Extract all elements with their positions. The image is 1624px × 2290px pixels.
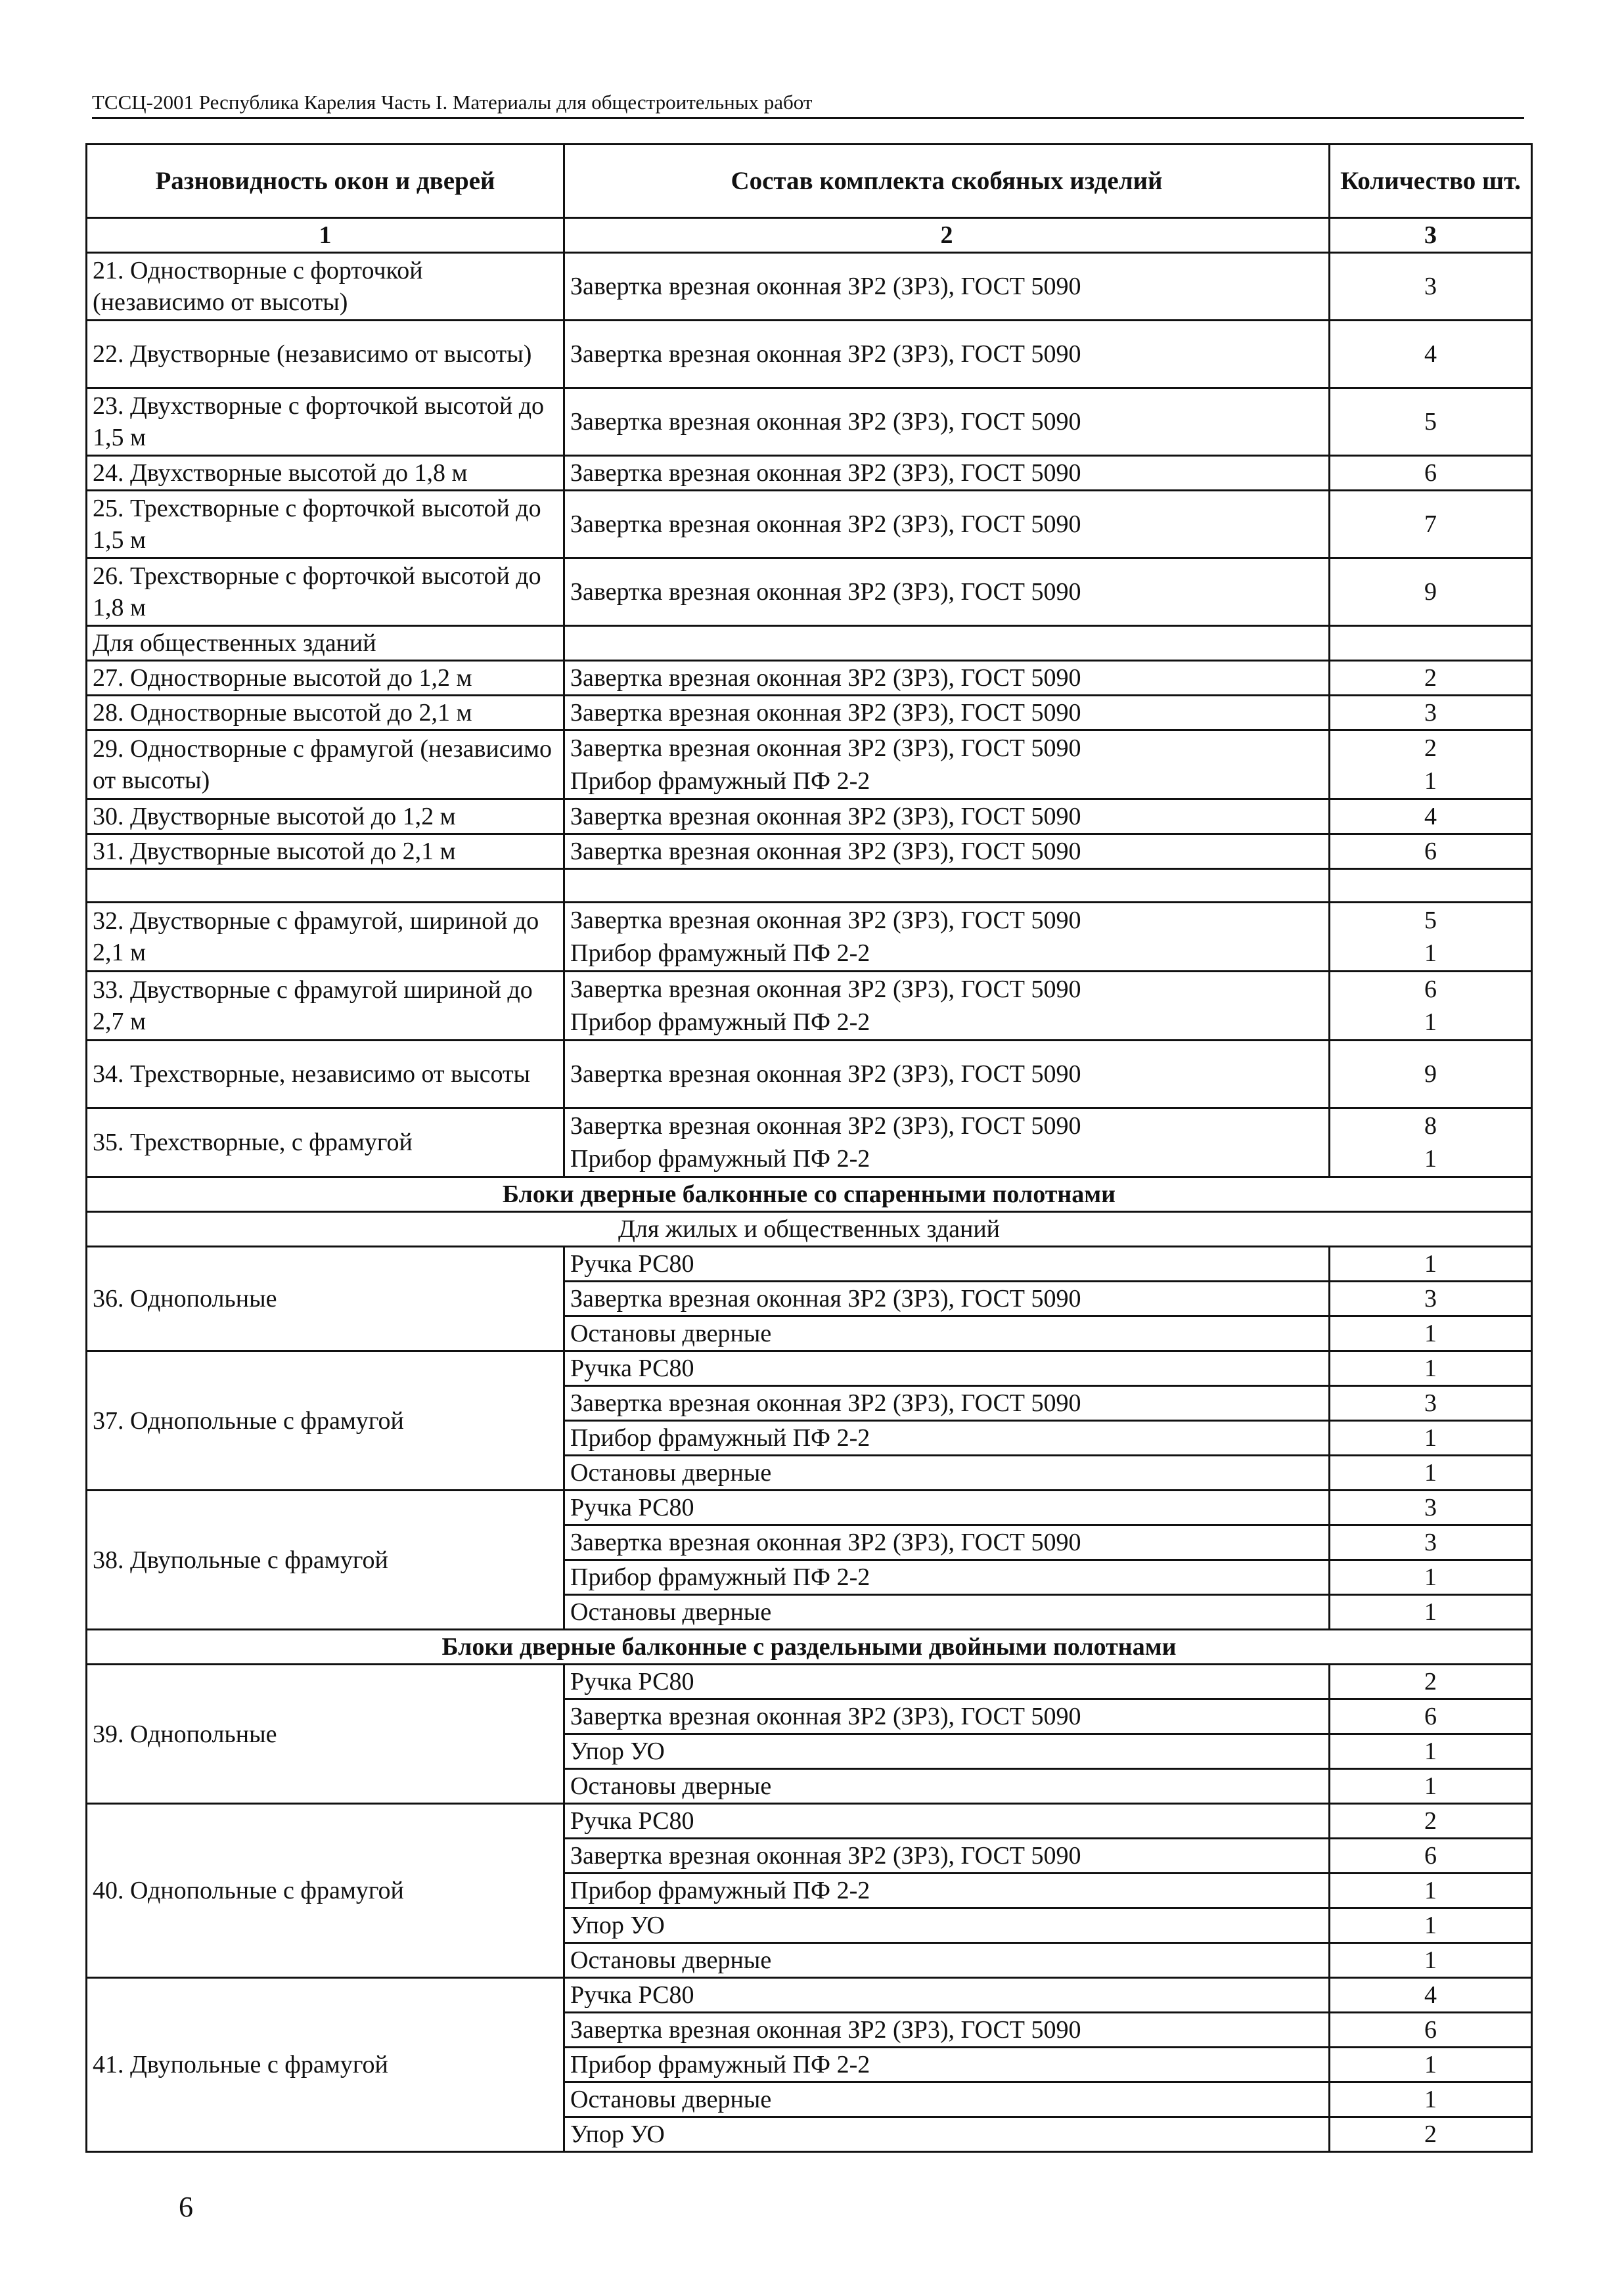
hardware-item: Завертка врезная оконная ЗР2 (ЗР3), ГОСТ 5090 bbox=[570, 1112, 1081, 1140]
subsection-title: Для жилых и общественных зданий bbox=[87, 1212, 1532, 1247]
window-type: 35. Трехстворные, с фрамугой bbox=[87, 1108, 564, 1177]
empty-cell bbox=[87, 869, 564, 903]
quantity-value: 6 bbox=[1330, 2013, 1532, 2048]
quantity-value: 1 bbox=[1330, 1560, 1532, 1595]
quantity bbox=[1330, 1108, 1532, 1177]
hardware-item: Ручка РС80 bbox=[564, 1247, 1330, 1282]
hardware-item: Завертка врезная оконная ЗР2 (ЗР3), ГОСТ 5090 bbox=[570, 976, 1081, 1003]
hardware-item: Упор УО bbox=[564, 1734, 1330, 1769]
quantity-value: 1 bbox=[1424, 939, 1437, 967]
hardware-item: Завертка врезная оконная ЗР2 (ЗР3), ГОСТ 5090 bbox=[570, 907, 1081, 934]
hardware-set bbox=[564, 903, 1330, 972]
quantity-value: 3 bbox=[1330, 1386, 1532, 1421]
window-type: 31. Двустворные высотой до 2,1 м bbox=[87, 834, 564, 869]
hardware-item: Ручка РС80 bbox=[564, 1351, 1330, 1386]
quantity-value: 1 bbox=[1330, 1247, 1532, 1282]
quantity-value: 5 bbox=[1330, 388, 1532, 456]
window-type: 25. Трехстворные с форточкой высотой до 1,5 м bbox=[87, 491, 564, 558]
table-row bbox=[87, 1351, 1532, 1386]
group-label: Для общественных зданий bbox=[87, 626, 564, 661]
hardware-item: Остановы дверные bbox=[564, 1595, 1330, 1630]
hardware-item: Завертка врезная оконная ЗР2 (ЗР3), ГОСТ 5090 bbox=[564, 1041, 1330, 1108]
quantity-value: 1 bbox=[1330, 1943, 1532, 1978]
door-type: 36. Однопольные bbox=[87, 1247, 564, 1351]
hardware-item: Упор УО bbox=[564, 2117, 1330, 2152]
hardware-item: Завертка врезная оконная ЗР2 (ЗР3), ГОСТ 5090 bbox=[564, 321, 1330, 388]
hardware-item: Прибор фрамужный ПФ 2-2 bbox=[564, 1874, 1330, 1908]
table-row bbox=[87, 799, 1532, 834]
hardware-item: Остановы дверные bbox=[564, 1316, 1330, 1351]
hardware-item: Завертка врезная оконная ЗР2 (ЗР3), ГОСТ 5090 bbox=[564, 661, 1330, 696]
table-row bbox=[87, 1108, 1532, 1177]
window-type: 34. Трехстворные, независимо от высоты bbox=[87, 1041, 564, 1108]
quantity-value: 3 bbox=[1330, 253, 1532, 321]
section-title: Блоки дверные балконные со спаренными полотнами bbox=[87, 1177, 1532, 1212]
quantity-value: 6 bbox=[1330, 456, 1532, 491]
column-number-2: 2 bbox=[564, 218, 1330, 253]
table-row bbox=[87, 1978, 1532, 2013]
quantity-value: 4 bbox=[1330, 1978, 1532, 2013]
quantity-value: 2 bbox=[1424, 734, 1437, 762]
door-type: 37. Однопольные с фрамугой bbox=[87, 1351, 564, 1491]
quantity-value: 4 bbox=[1330, 799, 1532, 834]
window-type: 23. Двухстворные с форточкой высотой до 1,5 м bbox=[87, 388, 564, 456]
empty-cell bbox=[564, 869, 1330, 903]
hardware-item: Завертка врезная оконная ЗР2 (ЗР3), ГОСТ 5090 bbox=[564, 491, 1330, 558]
table-row bbox=[87, 696, 1532, 730]
quantity-value: 2 bbox=[1330, 2117, 1532, 2152]
hardware-item: Прибор фрамужный ПФ 2-2 bbox=[564, 1560, 1330, 1595]
header-col-1: Разновидность окон и дверей bbox=[87, 145, 564, 218]
quantity-value: 1 bbox=[1330, 2082, 1532, 2117]
door-type: 38. Двупольные с фрамугой bbox=[87, 1491, 564, 1630]
table-row bbox=[87, 321, 1532, 388]
hardware-item: Остановы дверные bbox=[564, 1769, 1330, 1804]
window-type: 21. Одностворные с форточкой (независимо от высоты) bbox=[87, 253, 564, 321]
section-title: Блоки дверные балконные с раздельными двойными полотнами bbox=[87, 1630, 1532, 1665]
hardware-set bbox=[564, 1108, 1330, 1177]
quantity-value: 1 bbox=[1330, 1874, 1532, 1908]
hardware-item: Прибор фрамужный ПФ 2-2 bbox=[570, 1008, 870, 1036]
door-type: 40. Однопольные с фрамугой bbox=[87, 1804, 564, 1978]
door-type: 41. Двупольные с фрамугой bbox=[87, 1978, 564, 2152]
hardware-item: Ручка РС80 bbox=[564, 1665, 1330, 1699]
empty-cell bbox=[1330, 626, 1532, 661]
hardware-item: Прибор фрамужный ПФ 2-2 bbox=[564, 2048, 1330, 2082]
table-row bbox=[87, 1804, 1532, 1839]
hardware-item: Прибор фрамужный ПФ 2-2 bbox=[570, 767, 870, 795]
quantity-value: 1 bbox=[1330, 1734, 1532, 1769]
quantity-value: 6 bbox=[1330, 1699, 1532, 1734]
table-row bbox=[87, 903, 1532, 972]
table-row bbox=[87, 491, 1532, 558]
window-type: 30. Двустворные высотой до 1,2 м bbox=[87, 799, 564, 834]
table-row bbox=[87, 1665, 1532, 1699]
table-row bbox=[87, 456, 1532, 491]
quantity-value: 3 bbox=[1330, 1525, 1532, 1560]
quantity-value: 3 bbox=[1330, 1282, 1532, 1316]
quantity-value: 5 bbox=[1424, 907, 1437, 934]
hardware-item: Завертка врезная оконная ЗР2 (ЗР3), ГОСТ 5090 bbox=[564, 456, 1330, 491]
quantity-value: 1 bbox=[1424, 1145, 1437, 1173]
quantity-value: 1 bbox=[1330, 1908, 1532, 1943]
quantity-value: 2 bbox=[1330, 661, 1532, 696]
hardware-item: Завертка врезная оконная ЗР2 (ЗР3), ГОСТ 5090 bbox=[564, 388, 1330, 456]
window-type: 26. Трехстворные с форточкой высотой до 1,8 м bbox=[87, 558, 564, 626]
quantity-value: 9 bbox=[1330, 558, 1532, 626]
empty-cell bbox=[564, 626, 1330, 661]
table-row bbox=[87, 1247, 1532, 1282]
quantity-value: 4 bbox=[1330, 321, 1532, 388]
table-row bbox=[87, 388, 1532, 456]
table-body bbox=[87, 253, 1532, 2152]
section-row bbox=[87, 1630, 1532, 1665]
hardware-item: Завертка врезная оконная ЗР2 (ЗР3), ГОСТ 5090 bbox=[564, 1525, 1330, 1560]
quantity-value: 6 bbox=[1424, 976, 1437, 1003]
table-row bbox=[87, 558, 1532, 626]
hardware-item: Ручка РС80 bbox=[564, 1491, 1330, 1525]
quantity-value: 1 bbox=[1330, 1351, 1532, 1386]
door-type: 39. Однопольные bbox=[87, 1665, 564, 1804]
window-type: 24. Двухстворные высотой до 1,8 м bbox=[87, 456, 564, 491]
table-row bbox=[87, 253, 1532, 321]
hardware-item: Ручка РС80 bbox=[564, 1804, 1330, 1839]
table-row bbox=[87, 1491, 1532, 1525]
running-header: ТССЦ-2001 Республика Карелия Часть I. Материалы для общестроительных работ bbox=[92, 91, 813, 114]
quantity-value: 2 bbox=[1330, 1665, 1532, 1699]
quantity-value: 7 bbox=[1330, 491, 1532, 558]
table-row bbox=[87, 1041, 1532, 1108]
column-number-1: 1 bbox=[87, 218, 564, 253]
hardware-item: Завертка врезная оконная ЗР2 (ЗР3), ГОСТ 5090 bbox=[564, 696, 1330, 730]
quantity bbox=[1330, 972, 1532, 1041]
quantity-value: 1 bbox=[1330, 1316, 1532, 1351]
hardware-item: Прибор фрамужный ПФ 2-2 bbox=[564, 1421, 1330, 1456]
quantity bbox=[1330, 903, 1532, 972]
window-type: 22. Двустворные (независимо от высоты) bbox=[87, 321, 564, 388]
quantity-value: 1 bbox=[1330, 1595, 1532, 1630]
table-row bbox=[87, 730, 1532, 799]
hardware-item: Остановы дверные bbox=[564, 2082, 1330, 2117]
window-type: 27. Одностворные высотой до 1,2 м bbox=[87, 661, 564, 696]
quantity-value: 1 bbox=[1330, 1769, 1532, 1804]
quantity-value: 8 bbox=[1424, 1112, 1437, 1140]
quantity-value: 1 bbox=[1330, 2048, 1532, 2082]
table-row bbox=[87, 661, 1532, 696]
header-rule bbox=[92, 117, 1524, 119]
hardware-item: Завертка врезная оконная ЗР2 (ЗР3), ГОСТ 5090 bbox=[564, 1282, 1330, 1316]
column-number-3: 3 bbox=[1330, 218, 1532, 253]
hardware-item: Завертка врезная оконная ЗР2 (ЗР3), ГОСТ 5090 bbox=[564, 1386, 1330, 1421]
quantity-value: 1 bbox=[1330, 1456, 1532, 1491]
hardware-set bbox=[564, 730, 1330, 799]
hardware-item: Прибор фрамужный ПФ 2-2 bbox=[570, 939, 870, 967]
quantity-value: 2 bbox=[1330, 1804, 1532, 1839]
quantity bbox=[1330, 730, 1532, 799]
section-row bbox=[87, 1177, 1532, 1212]
group-row bbox=[87, 626, 1532, 661]
hardware-item: Завертка врезная оконная ЗР2 (ЗР3), ГОСТ 5090 bbox=[564, 799, 1330, 834]
table-row bbox=[87, 972, 1532, 1041]
hardware-item: Завертка врезная оконная ЗР2 (ЗР3), ГОСТ 5090 bbox=[564, 834, 1330, 869]
page-number: 6 bbox=[179, 2191, 193, 2223]
blank-row bbox=[87, 869, 1532, 903]
hardware-item: Ручка РС80 bbox=[564, 1978, 1330, 2013]
subsection-row bbox=[87, 1212, 1532, 1247]
header-col-2: Состав комплекта скобяных изделий bbox=[564, 145, 1330, 218]
hardware-item: Упор УО bbox=[564, 1908, 1330, 1943]
window-type: 28. Одностворные высотой до 2,1 м bbox=[87, 696, 564, 730]
hardware-item: Прибор фрамужный ПФ 2-2 bbox=[570, 1145, 870, 1173]
quantity-value: 1 bbox=[1424, 767, 1437, 795]
hardware-item: Завертка врезная оконная ЗР2 (ЗР3), ГОСТ 5090 bbox=[564, 2013, 1330, 2048]
hardware-item: Остановы дверные bbox=[564, 1943, 1330, 1978]
hardware-item: Завертка врезная оконная ЗР2 (ЗР3), ГОСТ 5090 bbox=[564, 1699, 1330, 1734]
quantity-value: 6 bbox=[1330, 834, 1532, 869]
window-type: 33. Двустворные с фрамугой шириной до 2,7 м bbox=[87, 972, 564, 1041]
table-row bbox=[87, 834, 1532, 869]
hardware-item: Остановы дверные bbox=[564, 1456, 1330, 1491]
quantity-value: 1 bbox=[1330, 1421, 1532, 1456]
window-type: 32. Двустворные с фрамугой, шириной до 2,1 м bbox=[87, 903, 564, 972]
hardware-item: Завертка врезная оконная ЗР2 (ЗР3), ГОСТ 5090 bbox=[570, 734, 1081, 762]
hardware-set bbox=[564, 972, 1330, 1041]
quantity-value: 3 bbox=[1330, 1491, 1532, 1525]
quantity-value: 3 bbox=[1330, 696, 1532, 730]
header-col-3: Количество шт. bbox=[1330, 145, 1532, 218]
window-type: 29. Одностворные с фрамугой (независимо от высоты) bbox=[87, 730, 564, 799]
hardware-item: Завертка врезная оконная ЗР2 (ЗР3), ГОСТ 5090 bbox=[564, 253, 1330, 321]
empty-cell bbox=[1330, 869, 1532, 903]
quantity-value: 9 bbox=[1330, 1041, 1532, 1108]
quantity-value: 1 bbox=[1424, 1008, 1437, 1036]
hardware-item: Завертка врезная оконная ЗР2 (ЗР3), ГОСТ 5090 bbox=[564, 1839, 1330, 1874]
hardware-table bbox=[85, 143, 1533, 2153]
hardware-item: Завертка врезная оконная ЗР2 (ЗР3), ГОСТ 5090 bbox=[564, 558, 1330, 626]
quantity-value: 6 bbox=[1330, 1839, 1532, 1874]
